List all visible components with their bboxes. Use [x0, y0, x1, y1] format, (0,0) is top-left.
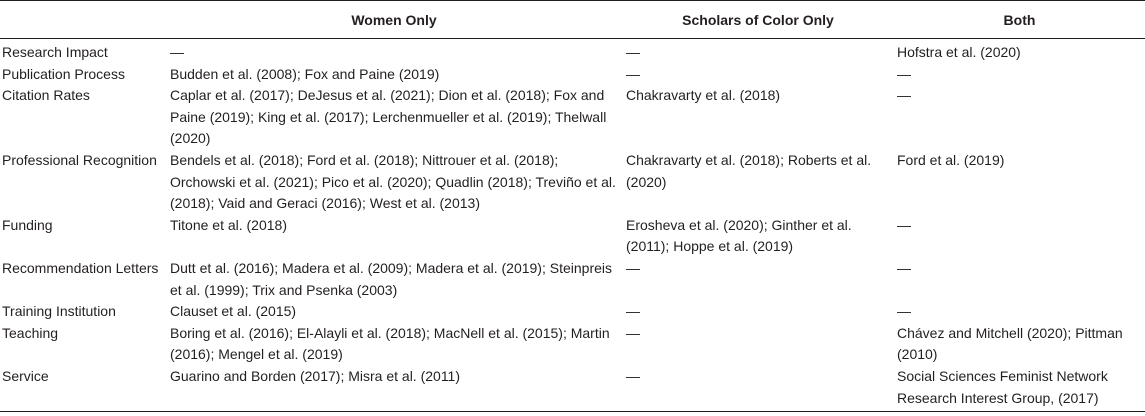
cell-women-only: Caplar et al. (2017); DeJesus et al. (2021); Dion et al. (2018); Fox and Paine (2019); King et al. (2017); Lerchenmueller et al. (2019); Thelwall (2020)	[170, 87, 607, 147]
cell-scholars-of-color-only: Chakravarty et al. (2018); Roberts et al. (2020)	[626, 151, 872, 190]
row-category: Recommendation Letters	[2, 259, 159, 276]
cell-scholars-of-color-only: —	[626, 324, 640, 341]
cell-both: —	[897, 65, 911, 82]
cell-women-only: Titone et al. (2018)	[170, 216, 287, 233]
cell-both: Social Sciences Feminist Network Research Interest Group, (2017)	[894, 366, 1145, 412]
cell-scholars-of-color-only: Chakravarty et al. (2018)	[626, 87, 781, 104]
table-row	[0, 258, 1145, 301]
cell-scholars-of-color-only: —	[626, 303, 640, 320]
table-body	[0, 39, 1145, 412]
table-row	[0, 323, 1145, 366]
header-category	[0, 1, 166, 39]
row-category: Citation Rates	[2, 87, 90, 104]
cell-women-only: Dutt et al. (2016); Madera et al. (2009); Madera et al. (2019); Steinpreis et al. (1999); Trix and Psenka (2003)	[170, 259, 613, 298]
cell-both: —	[897, 259, 911, 276]
cell-women-only: Boring et al. (2016); El-Alayli et al. (2018); MacNell et al. (2015); Martin (2016); Mengel et al. (2019)	[170, 324, 610, 363]
table-row	[0, 39, 1145, 64]
header-row	[0, 1, 1145, 39]
row-category: Research Impact	[2, 44, 108, 60]
table-row	[0, 64, 1145, 86]
cell-women-only: Guarino and Borden (2017); Misra et al. (2011)	[166, 366, 622, 412]
table-row	[0, 150, 1145, 215]
row-category: Professional Recognition	[2, 151, 157, 168]
cell-both: Ford et al. (2019)	[897, 151, 1005, 168]
cell-scholars-of-color-only: —	[622, 366, 894, 412]
cell-both: —	[897, 303, 911, 320]
row-category: Teaching	[2, 324, 59, 341]
cell-women-only: Clauset et al. (2015)	[170, 303, 297, 320]
table-row	[0, 85, 1145, 150]
row-category: Publication Process	[2, 65, 125, 82]
cell-scholars-of-color-only: —	[626, 259, 640, 276]
cell-both: —	[897, 216, 911, 233]
header-scholars-of-color-only: Scholars of Color Only	[622, 1, 894, 39]
cell-both: —	[897, 87, 911, 104]
row-category: Training Institution	[2, 303, 116, 320]
header-women-only: Women Only	[166, 1, 622, 39]
table-header	[0, 1, 1145, 39]
cell-women-only: Bendels et al. (2018); Ford et al. (2018); Nittrouer et al. (2018); Orchowski et al. (2021); Pico et al. (2020); Quadlin (2018); Treviño et al. (2018); Vaid and Geraci (2016); West et al. (2013)	[170, 151, 616, 212]
table-row	[0, 301, 1145, 323]
row-category: Service	[0, 366, 166, 412]
cell-both: Chávez and Mitchell (2020); Pittman (2010)	[897, 324, 1123, 363]
cell-scholars-of-color-only: —	[626, 65, 640, 82]
table-row	[0, 366, 1145, 412]
row-category: Funding	[2, 216, 53, 233]
cell-scholars-of-color-only: Erosheva et al. (2020); Ginther et al. (2011); Hoppe et al. (2019)	[626, 216, 852, 255]
cell-women-only: Budden et al. (2008); Fox and Paine (2019)	[170, 65, 440, 82]
header-both: Both	[894, 1, 1145, 39]
cell-women-only: —	[170, 44, 184, 60]
cell-scholars-of-color-only: —	[626, 44, 640, 60]
table-row	[0, 215, 1145, 258]
cell-both: Hofstra et al. (2020)	[897, 44, 1021, 60]
